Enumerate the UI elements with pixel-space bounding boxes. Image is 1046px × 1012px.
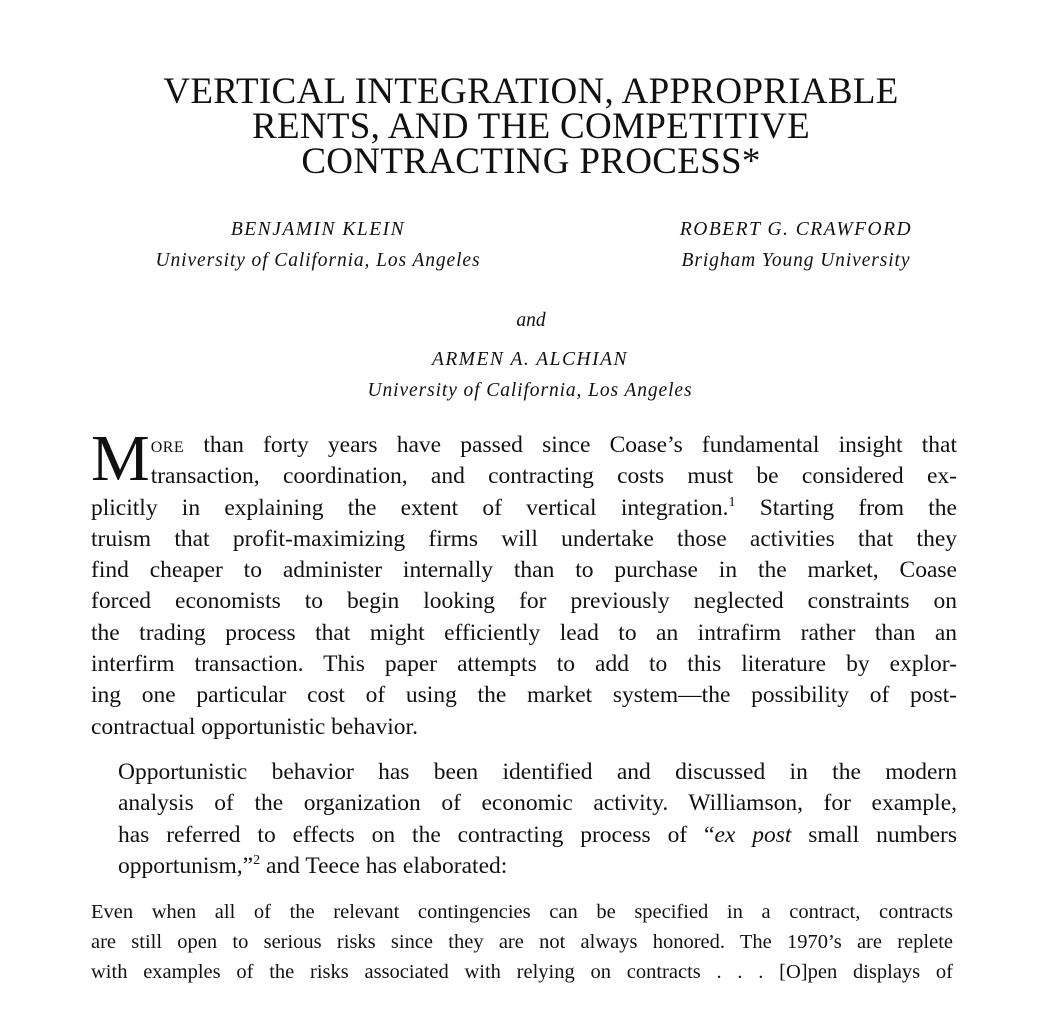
quote-line: with examples of the risks associated with relying on contracts . . . [O]pen displays of bbox=[91, 961, 953, 983]
author-affiliation: Brigham Young University bbox=[681, 250, 911, 271]
title-line-2: RENTS, AND THE COMPETITIVE bbox=[252, 106, 810, 147]
text-span: has referred to effects on the contracting process of “ bbox=[118, 821, 715, 848]
author-affiliation: University of California, Los Angeles bbox=[367, 380, 693, 401]
text-line: the trading process that might efficiently lead to an intrafirm rather than an bbox=[91, 619, 957, 646]
text-span: small numbers bbox=[791, 821, 957, 848]
text-line bbox=[91, 851, 957, 882]
text-line: truism that profit-maximizing firms will undertake those activities that they bbox=[91, 525, 957, 552]
author-conjunction: and bbox=[516, 310, 546, 331]
author-name: ROBERT G. CRAWFORD bbox=[679, 219, 913, 240]
footnote-ref-1[interactable]: 1 bbox=[728, 494, 736, 510]
text-span: than forty years have passed since Coase’s fundamental insight that bbox=[184, 432, 957, 458]
title-line-3: CONTRACTING PROCESS* bbox=[301, 141, 761, 182]
author-name: BENJAMIN KLEIN bbox=[230, 219, 406, 240]
author-name: ARMEN A. ALCHIAN bbox=[431, 349, 629, 370]
text-line: ing one particular cost of using the market system—the possibility of post- bbox=[91, 682, 957, 709]
text-span: Starting from the bbox=[735, 494, 957, 521]
author-affiliation: University of California, Los Angeles bbox=[155, 250, 481, 271]
title-line-1: VERTICAL INTEGRATION, APPROPRIABLE bbox=[163, 71, 899, 112]
block-quote bbox=[91, 897, 953, 987]
text-line bbox=[91, 493, 957, 524]
author-block-alchian bbox=[340, 344, 720, 406]
quote-line: are still open to serious risks since they are not always honored. The 1970’s are replete bbox=[91, 931, 953, 953]
text-line: Opportunistic behavior has been identified and discussed in the modern bbox=[118, 759, 957, 785]
author-block-klein bbox=[136, 214, 500, 276]
quote-line: Even when all of the relevant contingencies can be specified in a contract, contracts bbox=[91, 901, 953, 923]
small-caps-lead: ore bbox=[150, 432, 185, 458]
text-line bbox=[91, 820, 957, 851]
text-line: find cheaper to administer internally than to purchase in the market, Coase bbox=[91, 557, 957, 584]
article-title bbox=[0, 71, 1046, 182]
text-span: plicitly in explaining the extent of vertical integration. bbox=[91, 494, 729, 521]
paragraph-1 bbox=[91, 422, 957, 743]
footnote-ref-2[interactable]: 2 bbox=[253, 852, 261, 868]
italic-term: ex post bbox=[714, 821, 792, 848]
text-line: forced economists to begin looking for previously neglected constraints on bbox=[91, 588, 957, 615]
drop-cap: M bbox=[91, 422, 150, 495]
text-line: analysis of the organization of economic activity. Williamson, for example, bbox=[118, 790, 957, 817]
text-line: contractual opportunistic behavior. bbox=[91, 713, 418, 740]
text-line bbox=[91, 430, 957, 461]
author-block-crawford bbox=[652, 214, 940, 276]
text-line: transaction, coordination, and contracting costs must be considered ex- bbox=[150, 463, 957, 490]
paragraph-2 bbox=[91, 757, 957, 882]
text-line: interfirm transaction. This paper attempts to add to this literature by explor- bbox=[91, 651, 957, 678]
text-span: and Teece has elaborated: bbox=[260, 852, 508, 879]
text-span: opportunism,” bbox=[118, 852, 254, 879]
